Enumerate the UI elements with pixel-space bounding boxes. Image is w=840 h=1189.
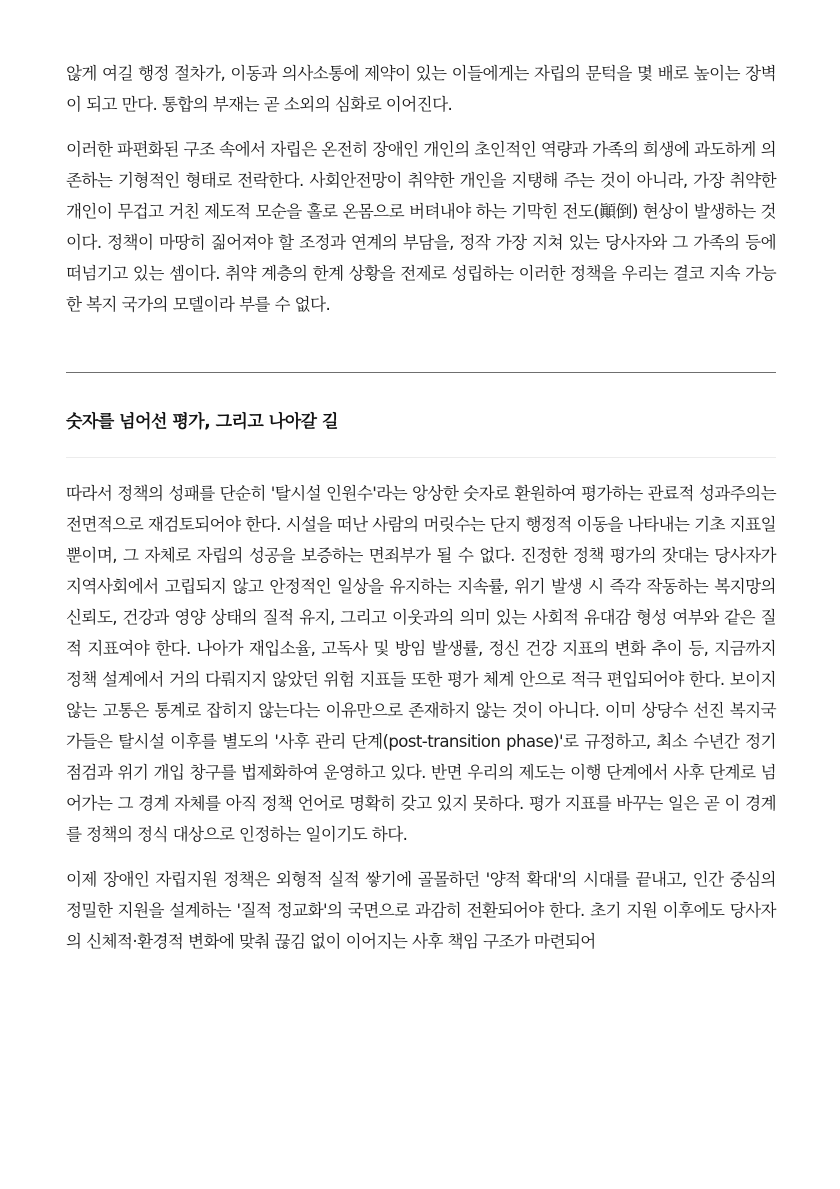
body-paragraph: 따라서 정책의 성패를 단순히 '탈시설 인원수'라는 앙상한 숫자로 환원하여 평가하는 관료적 성과주의는 전면적으로 재검토되어야 한다. 시설을 떠난 사람의 머릿수는 단지 행정적 이동을 나타내는 기초 지표일 뿐이며, 그 자체로 자립의 성공을 보증하는 면죄부가 될 수 없다. 진정한 정책 평가의 잣대는 당사자가 지역사회에서 고립되지 않고 안정적인 일상을 유지하는 지속률, 위기 발생 시 즉각 작동하는 복지망의 신뢰도, 건강과 영양 상태의 질적 유지, 그리고 이웃과의 의미 있는 사회적 유대감 형성 여부와 같은 질적 지표여야 한다. 나아가 재입소율, 고독사 및 방임 발생률, 정신 건강 지표의 변화 추이 등, 지금까지 정책 설계에서 거의 다뤄지지 않았던 위험 지표들 또한 평가 체계 안으로 적극 편입되어야 한다. 보이지 않는 고통은 통계로 잡히지 않는다는 이유만으로 존재하지 않는 것이 아니다. 이미 상당수 선진 복지국가들은 탈시설 이후를 별도의 '사후 관리 단계(post-transition phase)'로 규정하고, 최소 수년간 정기 점검과 위기 개입 창구를 법제화하여 운영하고 있다. 반면 우리의 제도는 이행 단계에서 사후 단계로 넘어가는 그 경계 자체를 아직 정책 언어로 명확히 갖고 있지 못하다. 평가 지표를 바꾸는 일은 곧 이 경계를 정책의 정식 대상으로 인정하는 일이기도 하다. bbox=[66, 484, 776, 844]
section-divider bbox=[66, 372, 776, 373]
body-paragraph: 않게 여길 행정 절차가, 이동과 의사소통에 제약이 있는 이들에게는 자립의 문턱을 몇 배로 높이는 장벽이 되고 만다. 통합의 부재는 곧 소외의 심화로 이어진다. bbox=[66, 64, 776, 114]
document-page bbox=[66, 58, 776, 957]
section-heading: 숫자를 넘어선 평가, 그리고 나아갈 길 bbox=[66, 412, 338, 432]
heading-underline bbox=[66, 457, 776, 458]
body-paragraph: 이러한 파편화된 구조 속에서 자립은 온전히 장애인 개인의 초인적인 역량과 가족의 희생에 과도하게 의존하는 기형적인 형태로 전락한다. 사회안전망이 취약한 개인을 지탱해 주는 것이 아니라, 가장 취약한 개인이 무겁고 거친 제도적 모순을 홀로 온몸으로 버텨내야 하는 기막힌 전도(顚倒) 현상이 발생하는 것이다. 정책이 마땅히 짊어져야 할 조정과 연계의 부담을, 정작 가장 지쳐 있는 당사자와 그 가족의 등에 떠넘기고 있는 셈이다. 취약 계층의 한계 상황을 전제로 성립하는 이러한 정책을 우리는 결코 지속 가능한 복지 국가의 모델이라 부를 수 없다. bbox=[66, 140, 776, 314]
body-paragraph: 이제 장애인 자립지원 정책은 외형적 실적 쌓기에 골몰하던 '양적 확대'의 시대를 끝내고, 인간 중심의 정밀한 지원을 설계하는 '질적 정교화'의 국면으로 과감히 전환되어야 한다. 초기 지원 이후에도 당사자의 신체적·환경적 변화에 맞춰 끊김 없이 이어지는 사후 책임 구조가 마련되어 bbox=[66, 870, 776, 951]
